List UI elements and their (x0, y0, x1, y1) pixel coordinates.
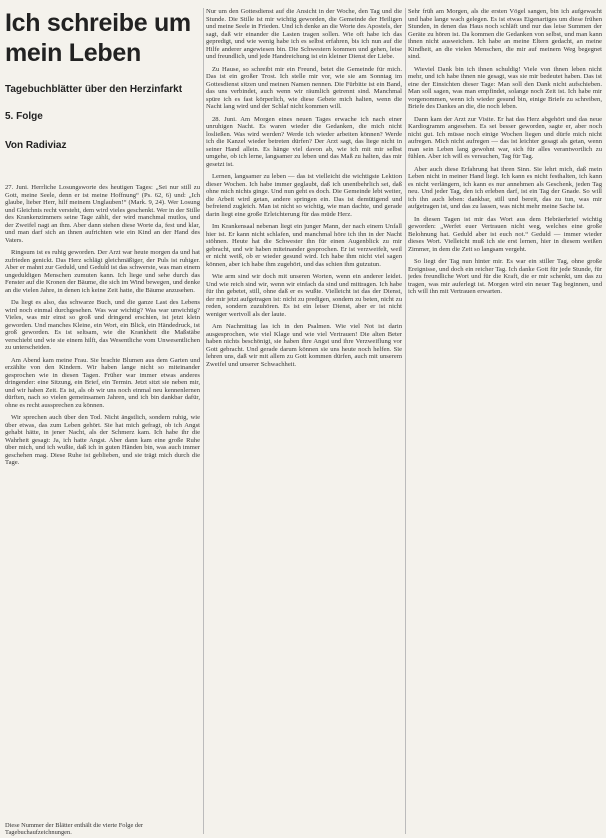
paragraph: Am Abend kam meine Frau. Sie brachte Blumen aus dem Garten und erzählte von den Kindern. Wir haben lange nicht so miteinander gesprochen wie in diesen Tagen. Früher war immer etwas anderes dringender: eine Sitzung, ein Brief, ein Termin. Jetzt sitzt sie neben mir, und wir haben Zeit. Es ist, als ob wir uns noch einmal neu kennenlernen dürften, nach so vielen gemeinsamen Jahren, und ich bin dankbar dafür, ohne es recht aussprechen zu können. (5, 356, 200, 409)
paragraph: Im Krankensaal nebenan liegt ein junger Mann, der nach einem Unfall hier ist. Er kann nicht schlafen, und manchmal höre ich ihn in der Nacht stöhnen. Heute hat die Schwester ihn für einen Augenblick zu mir gebracht, und wir haben miteinander gesprochen. Er ist verzweifelt, weil er nicht weiß, ob er wieder gesund wird. Ich habe ihm nicht viel sagen können, aber ich habe ihm zugehört, und das schien ihm gutzutun. (206, 223, 402, 268)
article-title: Ich schreibe um mein Leben (5, 9, 191, 67)
article-subtitle: Tagebuchblätter über den Herzinfarkt (5, 84, 183, 95)
author-byline: Von Radiviaz (5, 140, 67, 151)
paragraph: Ringsum ist es ruhig geworden. Der Arzt war heute morgen da und hat zufrieden genickt. Das Herz schlägt gleichmäßiger, der Puls ist ruhiger. Aber er mahnt zur Geduld, und Geduld ist das schwerste, was man einem ungeduldigen Menschen zumuten kann. Ich liege und sehe durch das Fenster auf die Kronen der Bäume, die sich im Wind bewegen, und denke an die vielen Jahre, in denen ich keine Zeit hatte, die Bäume anzusehen. (5, 249, 200, 294)
paragraph: In diesen Tagen ist mir das Wort aus dem Hebräerbrief wichtig geworden: „Werfet euer Vertrauen nicht weg, welches eine große Belohnung hat. Geduld aber ist euch not.“ Geduld — immer wieder dieses Wort. Vielleicht muß ich sie erst lernen, hier in diesem weißen Zimmer, in dem die Zeit so langsam vergeht. (408, 215, 602, 253)
paragraph: Wieviel Dank bin ich ihnen schuldig! Viele von ihnen leben nicht mehr, und ich habe ihnen nie gesagt, was sie mir bedeutet haben. Das ist eine der Einsichten dieser Tage: Man soll den Dank nicht aufschieben. Man soll sagen, was man empfindet, solange noch Zeit ist. Ich habe mir vorgenommen, wenn ich wieder gesund bin, einige Briefe zu schreiben, Briefe des Dankes an die, die noch leben. (408, 65, 602, 110)
text-column-2 (206, 8, 402, 834)
paragraph: Wie arm sind wir doch mit unseren Worten, wenn ein anderer leidet. Und wie reich sind wir, wenn wir einfach da sind und mittragen. Ich habe für ihn gebetet, still, ohne daß er es wußte. Vielleicht ist das der Dienst, der mir jetzt aufgetragen ist: nicht zu predigen, sondern zu beten, nicht zu reden, sondern zuzuhören. Es ist ein leiser Dienst, aber er ist nicht weniger wertvoll als der laute. (206, 273, 402, 318)
paragraph: 27. Juni. Herrliche Losungsworte des heutigen Tages: „Sei nur still zu Gott, meine Seele, denn er ist meine Hoffnung“ (Ps. 62, 6) und: „Ich glaube, lieber Herr, hilf meinem Unglauben!“ (Mark. 9, 24). Wer Losung und Gleichnis recht versteht, dem wird vieles geschenkt. Wer in der Stille des Krankenzimmers seine Tage zählt, der wird manchmal mutlos, und der Zweifel nagt an ihm. Aber dann stehen diese Worte da, fest und klar, und man darf sich an ihnen aufrichten wie ein Kind an der Hand des Vaters. (5, 184, 200, 244)
paragraph: Zu Hause, so schreibt mir ein Freund, betet die Gemeinde für mich. Das ist ein großer Trost. Ich stelle mir vor, wie sie am Sonntag im Gottesdienst sitzen und meinen Namen nennen. Die Fürbitte ist ein Band, das uns verbindet, auch wenn wir räumlich getrennt sind. Manchmal spüre ich es fast körperlich, wie diese Gebete mich halten, wenn die Nacht lang wird und der Schlaf nicht kommen will. (206, 65, 402, 110)
footnote: Diese Nummer der Blätter enthält die vierte Folge der Tagebuchaufzeichnungen. (5, 822, 144, 836)
text-column-1 (5, 184, 200, 834)
paragraph: 28. Juni. Am Morgen eines neuen Tages erwache ich nach einer unruhigen Nacht. Es waren wieder die Gedanken, die mich nicht losließen. Was wird werden? Werde ich wieder arbeiten können? Werde ich die Kanzel wieder betreten dürfen? Der Arzt sagt, das liege nicht in seiner Hand allein. Es hänge viel davon ab, wie ich mit mir selbst umgehe, ob ich lerne, langsamer zu leben und das Maß zu halten, das mir gesetzt ist. (206, 115, 402, 168)
paragraph: So liegt der Tag nun hinter mir. Es war ein stiller Tag, ohne große Ereignisse, und doch ein reicher Tag. Ich danke Gott für jede Stunde, für jedes freundliche Wort und für die Kraft, die er mir schenkt, um das zu tragen, was mir auferlegt ist. Morgen wird ein neuer Tag beginnen, und ich will ihn mit Vertrauen erwarten. (408, 258, 602, 295)
paragraph: Aber auch diese Erfahrung hat ihren Sinn. Sie lehrt mich, daß mein Leben nicht in meiner Hand liegt. Ich kann es nicht festhalten, ich kann es nicht verlängern, ich kann es nur annehmen als Geschenk, jeden Tag neu. Und jeder Tag, den ich erleben darf, ist ein Tag der Gnade. So will ich ihn auch leben: dankbar, still und bereit, das zu tun, was mir aufgetragen ist, und das zu lassen, was nicht mehr meine Sache ist. (408, 165, 602, 210)
text-column-3 (408, 8, 602, 834)
series-number: 5. Folge (5, 111, 43, 122)
paragraph: Da liegt es also, das schwarze Buch, und die ganze Last des Lebens wird noch einmal durchgesehen. Was war wichtig? Was war unwichtig? Vieles, was mir einst so groß und dringend erschien, ist jetzt klein geworden. Und manches Kleine, ein Wort, ein Blick, ein Händedruck, ist groß geworden. Es ist seltsam, wie die Krankheit die Maßstäbe verschiebt und wie sie einem hilft, das Wesentliche vom Unwesentlichen zu unterscheiden. (5, 299, 200, 351)
column-divider (405, 8, 406, 834)
paragraph: Sehr früh am Morgen, als die ersten Vögel sangen, bin ich aufgewacht und habe lange wach gelegen. Es ist etwas Eigenartiges um diese frühen Stunden, in denen das Haus noch schläft und nur das leise Summen der Geräte zu hören ist. Da kommen die Gedanken von selbst, und man kann ihnen nicht ausweichen. Ich habe an meine Eltern gedacht, an meine Kindheit, an die vielen Menschen, die mir auf meinem Weg begegnet sind. (408, 8, 602, 60)
paragraph: Nur um den Gottesdienst auf die Ansicht in der Woche, den Tag und die Stunde. Die Stille ist mir wichtig geworden, die Gemeinde der Heiligen und meine Seele in Frieden. Und ich denke an die Worte des Apostels, der sagt, daß wir einander die Lasten tragen sollen. Wie oft habe ich das gepredigt, und wie wenig habe ich es selbst erfahren, bis ich nun auf die Hilfe anderer angewiesen bin. Die Schwestern kommen und gehen, leise und freundlich, und jede Handreichung ist ein kleiner Dienst der Liebe. (206, 8, 402, 60)
paragraph: Lernen, langsamer zu leben — das ist vielleicht die wichtigste Lektion dieser Wochen. Ich habe immer geglaubt, daß ich unentbehrlich sei, daß ohne mich nichts ginge. Und nun geht es doch. Die Gemeinde lebt weiter, die Arbeit wird getan, andere springen ein. Das ist demütigend und befreiend zugleich. Man ist nicht so wichtig, wie man dachte, und gerade darin liegt eine große Erleichterung für das müde Herz. (206, 173, 402, 218)
paragraph: Am Nachmittag las ich in den Psalmen. Wie viel Not ist darin ausgesprochen, wie viel Klage und wie viel Vertrauen! Die alten Beter haben nichts beschönigt, sie haben ihre Angst und ihre Verzweiflung vor Gott gebracht. Und gerade darum können sie uns heute noch helfen. Sie lehren uns, daß wir mit allem zu Gott kommen dürfen, auch mit unserem Zweifel und unserer Schwachheit. (206, 323, 402, 368)
column-divider (203, 8, 204, 834)
paragraph: Dann kam der Arzt zur Visite. Er hat das Herz abgehört und das neue Kardiogramm angesehen. Es sei besser geworden, sagte er, aber noch nicht gut. Ich müsse noch einige Wochen liegen und dürfe mich nicht aufregen. Mich nicht aufregen — das ist leichter gesagt als getan, wenn man sein Leben lang gewohnt war, sich für alles verantwortlich zu fühlen. Aber ich will es versuchen, Tag für Tag. (408, 115, 602, 160)
paragraph: Wir sprechen auch über den Tod. Nicht ängstlich, sondern ruhig, wie über etwas, das zum Leben gehört. Sie hat mich gefragt, ob ich Angst gehabt hätte, in jener Nacht, als der Schmerz kam. Ich habe ihr die Wahrheit gesagt: Ja, ich hatte Angst. Aber dann kam eine große Ruhe über mich, und ich wußte, daß ich in guten Händen bin, was auch immer geschehen mag. Diese Ruhe ist geblieben, und sie trägt mich durch die Tage. (5, 414, 200, 466)
